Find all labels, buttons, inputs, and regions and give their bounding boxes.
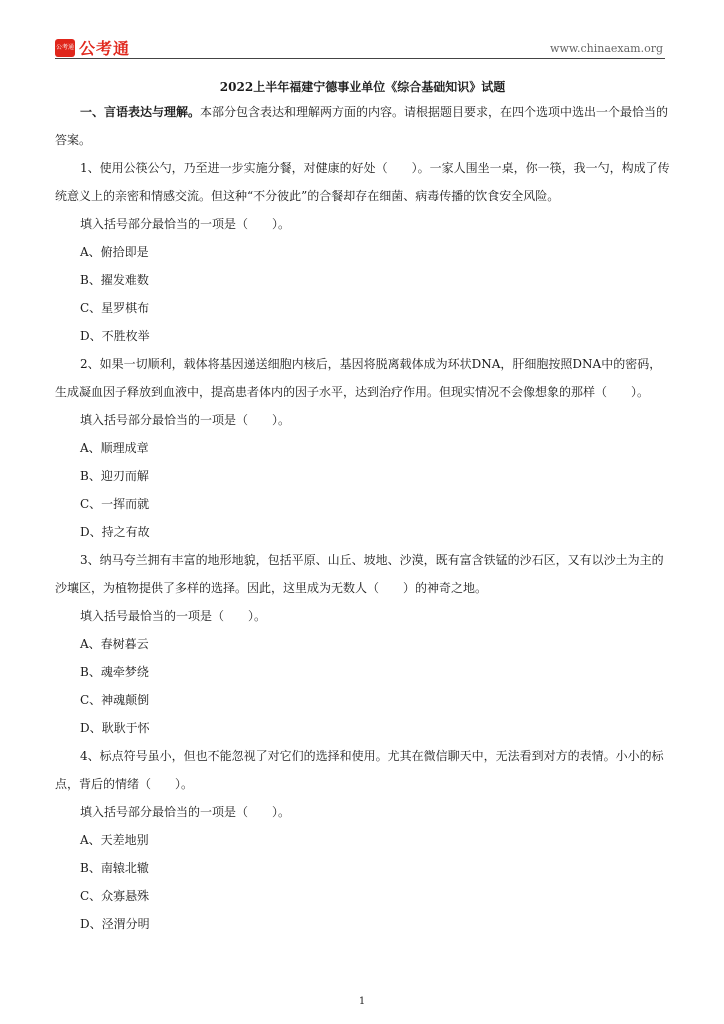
section-heading: 一、言语表达与理解。 (80, 105, 201, 119)
option: C、星罗棋布 (80, 301, 150, 315)
option: C、众寡悬殊 (80, 889, 150, 903)
page-title: 2022上半年福建宁德事业单位《综合基础知识》试题 (219, 80, 506, 94)
question-prompt: 填入括号部分最恰当的一项是（ ）。 (80, 217, 291, 231)
option: A、天差地别 (80, 833, 149, 847)
option: C、神魂颠倒 (80, 693, 150, 707)
option: B、擢发难数 (80, 273, 149, 287)
option: D、持之有故 (80, 525, 150, 539)
question-1 (55, 154, 670, 350)
question-prompt: 填入括号部分最恰当的一项是（ ）。 (80, 805, 291, 819)
section-intro-text: 本部分包含表达和理解两方面的内容。请根据题目要求，在四个选项中选出一个最恰当的答案。 (55, 105, 669, 147)
logo-badge-icon: 公考通 (55, 39, 75, 57)
logo-text: 公考通 (79, 39, 131, 58)
header-divider (55, 58, 665, 59)
question-4 (55, 742, 670, 938)
document-body (55, 76, 670, 938)
option: B、南辕北辙 (80, 861, 149, 875)
option: D、耿耿于怀 (80, 721, 150, 735)
page-number: 1 (358, 996, 366, 1007)
section-intro (55, 98, 670, 154)
question-stem: 2、如果一切顺利，载体将基因递送细胞内核后，基因将脱离载体成为环状DNA，肝细胞按照DNA中的密码，生成凝血因子释放到血液中，提高患者体内的因子水平，达到治疗作用。但现实情况不会像想象的那样（ ）。 (55, 357, 662, 399)
option: B、魂牵梦绕 (80, 665, 149, 679)
option: A、顺理成章 (80, 441, 149, 455)
question-stem: 3、纳马夸兰拥有丰富的地形地貌，包括平原、山丘、坡地、沙漠，既有富含铁锰的沙石区，又有以沙土为主的沙壤区，为植物提供了多样的选择。因此，这里成为无数人（ ）的神奇之地。 (55, 553, 664, 595)
option: C、一挥而就 (80, 497, 150, 511)
logo (55, 36, 130, 59)
question-3 (55, 546, 670, 742)
question-prompt: 填入括号最恰当的一项是（ ）。 (80, 609, 267, 623)
question-stem: 4、标点符号虽小，但也不能忽视了对它们的选择和使用。尤其在微信聊天中，无法看到对方的表情。小小的标点，背后的情绪（ ）。 (55, 749, 664, 791)
option: D、不胜枚举 (80, 329, 150, 343)
question-stem: 1、使用公筷公勺，乃至进一步实施分餐，对健康的好处（ ）。一家人围坐一桌，你一筷，我一勺，构成了传统意义上的亲密和情感交流。但这种“不分彼此”的合餐却存在细菌、病毒传播的饮食安全风险。 (55, 161, 670, 203)
question-2 (55, 350, 670, 546)
page-header (55, 34, 665, 58)
site-url: www.chinaexam.org (550, 42, 663, 55)
option: B、迎刃而解 (80, 469, 149, 483)
option: A、俯拾即是 (80, 245, 149, 259)
option: A、春树暮云 (80, 637, 149, 651)
question-prompt: 填入括号部分最恰当的一项是（ ）。 (80, 413, 291, 427)
option: D、泾渭分明 (80, 917, 150, 931)
